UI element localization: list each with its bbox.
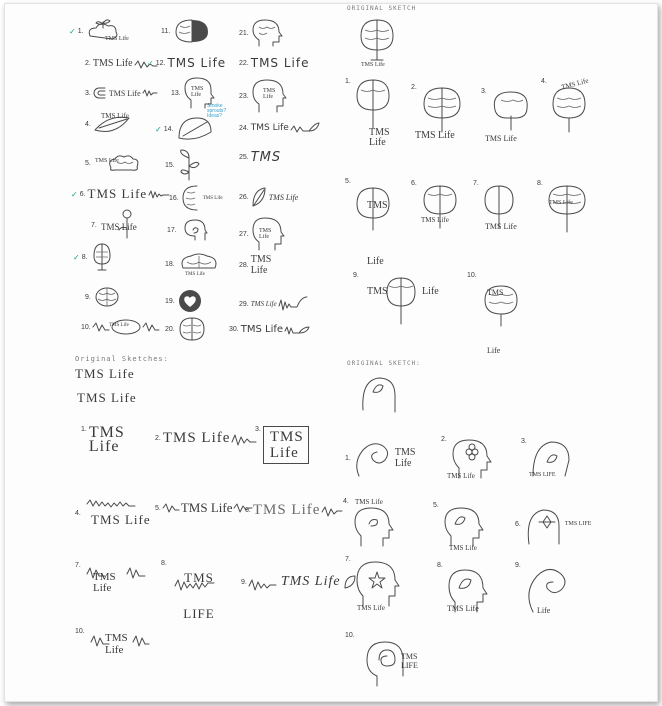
- sketch-bl-5: 5. TMS Life: [155, 500, 252, 516]
- sketch-tr-3: 3. TMS Life: [481, 88, 531, 132]
- wave-line-icon: [249, 572, 279, 592]
- sketch-bl-4: 4. TMS Life: [75, 498, 147, 528]
- sketch-bl-6: 6. TMS Life: [245, 502, 342, 519]
- sketch-br-4: 4. TMS Life: [343, 498, 401, 548]
- half-brain-icon: [181, 184, 201, 212]
- head-flower-icon: [353, 556, 409, 608]
- sketch-tl-26: 26. TMS Life: [239, 186, 298, 208]
- side-note: Smoke sprouts? Ideas?: [207, 103, 227, 119]
- sketch-tl-16: 16. TMS Life: [169, 184, 223, 212]
- sketch-br-5: 5. TMS Life: [433, 502, 491, 548]
- sketch-tl-30: 30. TMS Life: [229, 324, 311, 335]
- head-leaf-icon: [359, 372, 399, 416]
- sketch-br-8: 8. TMS Life: [437, 562, 495, 614]
- sketch-tl-28: 28. TMS Life: [239, 254, 272, 276]
- check-mark: ✓: [147, 58, 154, 68]
- leaf-wave-icon: [285, 325, 311, 335]
- sketch-tl-20: 20.: [165, 316, 207, 342]
- sketch-tl-27: 27. TMS Life: [239, 216, 285, 252]
- head-brain-icon: [251, 18, 285, 48]
- sketch-tl-12: ✓ 12. TMS Life: [147, 56, 227, 70]
- leaf-icon: [251, 186, 267, 208]
- sketch-tl-2: 2. TMS Life: [85, 58, 157, 69]
- sketch-tl-11: 11.: [161, 18, 212, 44]
- sketch-tl-29: 29. TMS Life: [239, 296, 309, 312]
- brain-tree-icon: [90, 242, 114, 272]
- check-mark: ✓: [155, 124, 162, 134]
- check-mark: ✓: [73, 252, 80, 262]
- sketch-tl-4: 4. TMS Life: [85, 114, 133, 134]
- leaf-wave-icon: [291, 122, 319, 134]
- panel-heading: ORIGINAL SKETCH:: [347, 360, 421, 367]
- sketch-tr-9: 9. TMS Life: [353, 272, 441, 328]
- original-wordmark-2: TMS Life: [77, 390, 137, 405]
- sketch-br-3: 3. TMS LIFE: [521, 438, 573, 478]
- brain-half-icon: [172, 18, 212, 44]
- wave-line-icon: [163, 502, 179, 514]
- sketch-tl-1: ✓ 1. TMS Life: [69, 18, 120, 44]
- u-shape-icon: [93, 86, 107, 100]
- sketch-br-9: 9. Life: [515, 562, 573, 614]
- sketch-tr-6: 6. TMS Life: [411, 180, 461, 230]
- sketch-bl-1: 1. TMS Life: [81, 424, 125, 455]
- boxed-wordmark: TMS Life: [263, 426, 309, 464]
- brain-tree-icon: [361, 272, 441, 328]
- sketch-bl-9: 9. TMS Life: [241, 572, 357, 592]
- brain-tree-icon: [545, 180, 589, 236]
- sketch-tl-21: 21.: [239, 18, 285, 48]
- leaf-head-icon: [175, 116, 215, 142]
- panel-bottom-left: [5, 350, 341, 700]
- sketch-bl-8: 8. TMS LIFE: [161, 560, 223, 612]
- panel-heading: Original Sketches:: [75, 355, 169, 363]
- brain-tree-icon: [419, 84, 465, 134]
- sketch-tr-1: 1. TMS Life: [345, 78, 393, 130]
- spiral-head-icon: [353, 436, 393, 480]
- head-flower-icon: [523, 502, 563, 546]
- sketch-br-2: 2. TMS Life: [441, 436, 499, 480]
- sketch-tl-3: 3. TMS Life: [85, 86, 157, 100]
- leaf-sprout-icon: [177, 148, 203, 182]
- sketch-tl-6: ✓ 6. TMS Life: [71, 186, 171, 202]
- sketch-tl-18: 18. TMS Life: [165, 252, 223, 276]
- sketch-tl-24: 24. TMS Life: [239, 122, 319, 134]
- original-wordmark-1: TMS Life: [75, 366, 135, 381]
- sketch-tl-19: 19.: [165, 288, 203, 314]
- brain-icon: [93, 286, 121, 308]
- wave-line-icon: [143, 89, 157, 97]
- sketch-bl-3: 3. TMS Life: [255, 426, 309, 464]
- sketch-tr-5: 5. TMS Life: [345, 178, 393, 234]
- sketch-tl-22: 22. TMS Life: [239, 56, 310, 70]
- sketch-tl-25: 25. TMS: [239, 150, 282, 165]
- check-mark: ✓: [69, 26, 76, 36]
- sketch-tr-10: 10. TMS Life: [467, 272, 523, 336]
- sketch-tl-15: 15.: [165, 148, 203, 182]
- panel-heading: ORIGINAL SKETCH: [347, 5, 417, 12]
- brain-outline-icon: [177, 316, 207, 342]
- sketch-tr-2: 2. TMS Life: [411, 84, 465, 134]
- sketch-sheet: [4, 3, 658, 702]
- sketch-tl-23: 23. TMS Life: [239, 78, 291, 114]
- sketch-tl-9: 9.: [85, 286, 121, 308]
- sketch-br-7: 7. TMS Life: [345, 556, 409, 608]
- sketch-br-6: 6. TMS LIFE: [515, 502, 591, 546]
- sketch-bl-2: 2. TMS Life: [155, 430, 258, 447]
- sketch-tl-5: 5. TMS Life: [85, 154, 159, 172]
- wave-line-icon: [279, 296, 309, 312]
- sketch-br-10: 10. TMS LIFE: [345, 632, 417, 688]
- sketch-tr-8: 8. TMS Life: [537, 180, 589, 236]
- panel-bottom-right: [337, 350, 657, 700]
- sketch-br-1: 1. TMS Life: [345, 436, 423, 480]
- wave-line-icon: [149, 189, 171, 199]
- original-wordmark: TMS Life: [361, 62, 385, 68]
- panel-top-right: [337, 4, 657, 355]
- sketch-tl-14: ✓ 14.: [155, 116, 215, 142]
- head-leaf-icon: [441, 502, 491, 548]
- check-mark: ✓: [71, 189, 78, 199]
- sketch-tl-8: ✓ 8.: [73, 242, 114, 272]
- sketch-bl-10: 10. TMS Life: [75, 628, 153, 668]
- sketch-tl-7: 7. TMS Life: [91, 208, 139, 242]
- sketch-bl-7: 7. TMS Life: [75, 562, 149, 596]
- brain-tree-icon: [353, 78, 393, 130]
- sketch-tl-10: 10. TMS Life: [81, 318, 159, 336]
- sketch-tr-7: 7. TMS Life: [473, 180, 517, 234]
- sketch-tl-17: 17.: [167, 218, 209, 242]
- brain-tree-icon: [357, 16, 397, 66]
- sketch-tr-4: 4. TMS Life: [541, 78, 589, 134]
- sketch-tl-13: 13. TMS Life: [171, 76, 217, 110]
- brain-tree-icon: [489, 88, 531, 132]
- brain-heart-icon: [177, 288, 203, 314]
- panel-top-left: [5, 4, 335, 349]
- spiral-head-icon: [179, 218, 209, 242]
